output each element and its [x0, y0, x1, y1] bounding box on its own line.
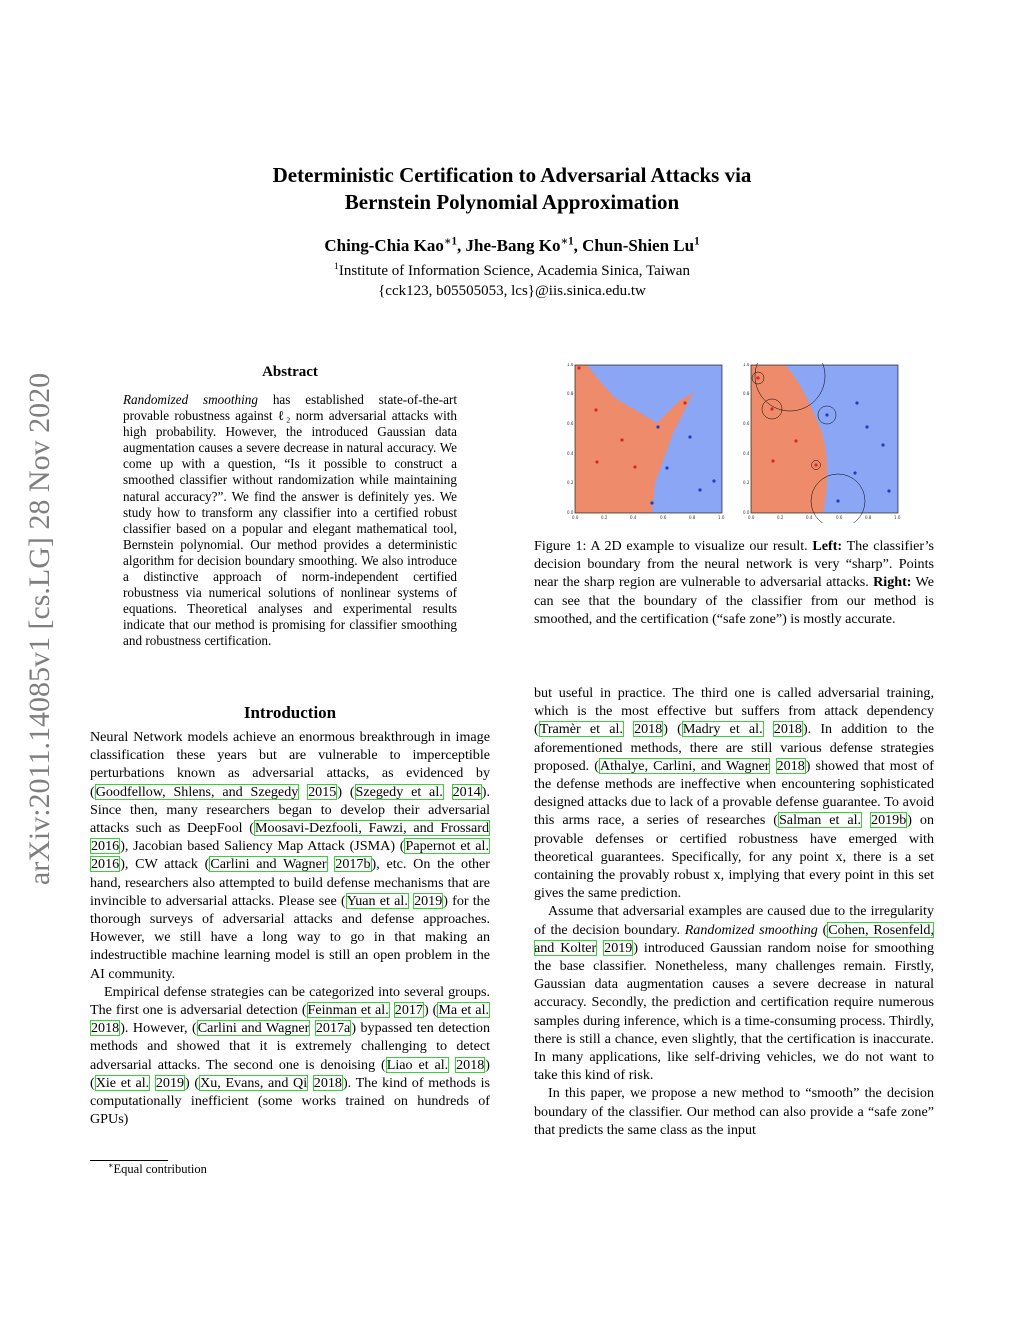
text-run: ). However, ( — [120, 1020, 197, 1037]
text-run: ) ( — [337, 783, 355, 800]
right-column-body — [534, 684, 934, 1139]
class-b-point — [853, 471, 856, 474]
text-run: ) showed that most of the defense methods are ineffective when encountering sophisticated designed attacks due to lack of a provable defense guarantee. To avoid this arms race, a series of researches ( — [534, 757, 934, 829]
text-run: ) introduced Gaussian random noise for smoothing the base classifier. Nonetheless, many challenges remain. Firstly, Gaussian data augmentation causes a severe decrease in natural accuracy. Secondly, the prediction and certification require numerous samples during inference, which is a time-consuming process. Thirdly, there is still a chance, even slightly, that the certification is inaccurate. In many applications, like self-driving vehicles, we do not want to take this kind of risk. — [534, 939, 934, 1084]
citation-link[interactable]: Szegedy et al. — [355, 783, 443, 800]
footnote-rule — [90, 1160, 168, 1161]
citation-link[interactable]: Salman et al. — [778, 812, 862, 829]
x-tick-label: 1.0 — [894, 515, 901, 520]
paper-title — [0, 162, 1024, 216]
y-tick-label: 1.0 — [567, 363, 574, 367]
introduction-heading: Introduction — [243, 703, 337, 722]
citation-link[interactable]: Xie et al. — [95, 1074, 150, 1091]
author-2: Jhe-Bang Ko — [465, 236, 561, 255]
title-line-2: Bernstein Polynomial Approximation — [344, 190, 680, 214]
x-tick-label: 0.8 — [865, 515, 872, 520]
text-run: ) ( — [185, 1074, 200, 1091]
x-tick-label: 0.2 — [777, 515, 784, 520]
x-tick-label: 0.2 — [601, 515, 608, 520]
intro-paragraph-2 — [90, 983, 490, 1129]
class-b-point — [712, 479, 715, 482]
x-tick-label: 0.6 — [660, 515, 667, 520]
footnote-mark: ∗ — [108, 1160, 114, 1170]
intro-paragraph-1 — [90, 728, 490, 983]
citation-link[interactable]: Goodfellow, Shlens, and Szegedy — [95, 783, 299, 800]
y-tick-label: 0.6 — [567, 421, 574, 426]
class-b-point — [825, 413, 828, 416]
citation-link[interactable]: Tramèr et al. — [539, 721, 623, 738]
citation-link[interactable]: Moosavi-Dezfooli, Fawzi, and Frossard — [255, 820, 489, 837]
text-run: The classifier’s decision boundary from the neural network is very “sharp”. Points near the sharp region are vulnerable to adversarial attacks. — [534, 538, 934, 591]
text-run: ) ( — [663, 721, 682, 738]
text-run: A 2D example to visualize our result. — [586, 538, 813, 554]
citation-year-link[interactable]: 2019 — [604, 939, 633, 956]
class-a-point — [794, 439, 797, 442]
text-run: but useful in practice. The third one is called adversarial training, which is the most effective but suffers from attack dependency ( — [534, 685, 934, 738]
text-run: ). The kind of methods is computationally inefficient (some works trained on hundreds of GPUs) — [90, 1074, 490, 1128]
citation-year-link[interactable]: 2019 — [414, 892, 443, 909]
text-run: ) ( — [423, 1002, 438, 1019]
class-a-point — [771, 459, 774, 462]
citation-link[interactable]: Yuan et al. — [346, 892, 408, 909]
x-tick-label: 0.4 — [806, 515, 813, 520]
class-b-point — [665, 466, 668, 469]
class-a-point — [770, 407, 773, 410]
class-b-point — [887, 489, 890, 492]
citation-link[interactable]: Xu, Evans, and Qi — [200, 1074, 308, 1091]
y-tick-label: 0.2 — [743, 480, 750, 485]
citation-year-link[interactable]: 2016 — [91, 856, 120, 873]
class-a-point — [594, 408, 597, 411]
citation-year-link[interactable]: 2018 — [456, 1056, 485, 1073]
citation-link[interactable]: Feinman et al. — [307, 1002, 389, 1019]
class-a-point — [683, 401, 686, 404]
text-run: We can see that the boundary of the classifier from our method is smoothed, and the certification (“safe zone”) is mostly accurate. — [534, 574, 934, 627]
right-paragraph-3: In this paper, we propose a new method to “smooth” the decision boundary of the classifier. Our method can also provide a “safe zone” that predicts the same class as the input — [534, 1085, 934, 1138]
author-3: Chun-Shien Lu — [582, 236, 695, 255]
citation-link[interactable]: Papernot et al. — [405, 838, 489, 855]
author-sep-1: , — [457, 236, 466, 255]
caption-right-label: Right: — [873, 574, 912, 591]
y-tick-label: 0.0 — [567, 510, 574, 515]
citation-year-link[interactable]: 2015 — [308, 783, 337, 800]
text-run: ( — [817, 921, 828, 938]
affiliation — [0, 263, 1024, 280]
citation-year-link[interactable]: 2019b — [871, 812, 907, 829]
citation-year-link[interactable]: 2017a — [315, 1020, 351, 1037]
citation-year-link[interactable]: 2018 — [773, 721, 802, 738]
text-run: ). In addition to the aforementioned methods, there are still various defense strategies proposed. ( — [534, 721, 934, 774]
text-run: Assume that adversarial examples are caused due to the irregularity of the decision boundary. — [534, 903, 934, 938]
class-b-point — [881, 443, 884, 446]
citation-year-link[interactable]: 2014 — [452, 783, 481, 800]
figure-label: Figure 1: — [534, 538, 587, 554]
class-b-point — [865, 425, 868, 428]
abstract-text: has established state-of-the-art provable robustness against ℓ₂ norm adversarial attacks with high probability. However, the introduced Gaussian data augmentation causes a severe decrease in natural accuracy. We come up with a question, “Is it possible to construct a smoothed classifier without randomization while maintaining natural accuracy?”. We find the answer is definitely yes. We study how to transform any classifier into a certified robust classifier based on a popular and elegant mathematical tool, Bernstein polynomial. Our method provides a deterministic algorithm for decision boundary smoothing. We also introduce a distinctive approach of norm-independent certified robustness via numerical solutions of nonlinear systems of equations. Theoretical analyses and experimental results indicate that our method is promising for classifier smoothing and robustness certification. — [123, 392, 457, 649]
author-1-mark: ∗1 — [443, 235, 458, 248]
author-list — [0, 236, 1024, 256]
y-tick-label: 0.4 — [743, 451, 750, 456]
citation-link[interactable]: Carlini and Wagner — [197, 1020, 310, 1037]
y-tick-label: 0.2 — [567, 480, 574, 485]
abstract-body — [123, 392, 457, 650]
author-sep-2: , — [573, 236, 583, 255]
y-tick-label: 0.0 — [743, 510, 750, 515]
citation-link[interactable]: Ma et al. — [438, 1002, 490, 1019]
citation-year-link[interactable]: 2018 — [634, 721, 663, 738]
x-tick-label: 0.0 — [572, 515, 579, 520]
text-run: ), Jacobian based Saliency Map Attack (JSMA) ( — [120, 838, 405, 855]
citation-link[interactable]: Madry et al. — [682, 721, 763, 738]
text-run: ) ( — [90, 1056, 490, 1091]
text-run: ). Since then, many researchers began to develop their adversarial attacks such as DeepFool ( — [90, 783, 490, 837]
text-run: Empirical defense strategies can be categorized into several groups. The first one is adversarial detection ( — [90, 983, 490, 1019]
class-a-point — [756, 376, 759, 379]
citation-link[interactable]: Athalye, Carlini, and Wagner — [599, 757, 770, 774]
citation-year-link[interactable]: 2018 — [776, 757, 805, 774]
author-3-mark: 1 — [694, 235, 700, 248]
arxiv-sidebar-id: arXiv:2011.14085v1 [cs.LG] 28 Nov 2020 — [23, 372, 56, 886]
left-panel — [567, 363, 725, 520]
footnote — [108, 1162, 207, 1177]
citation-year-link[interactable]: 2018 — [91, 1020, 120, 1037]
citation-link[interactable]: Liao et al. — [386, 1056, 449, 1073]
right-paragraph-1 — [534, 684, 934, 902]
class-a-point — [814, 463, 817, 466]
y-tick-label: 1.0 — [743, 363, 750, 367]
x-tick-label: 0.0 — [748, 515, 755, 520]
caption-left-label: Left: — [812, 538, 843, 554]
figure-decision-boundaries — [567, 363, 922, 523]
class-b-point — [698, 488, 701, 491]
emphasis: Randomized smoothing — [684, 921, 818, 938]
y-tick-label: 0.8 — [743, 391, 750, 396]
class-b-point — [656, 425, 659, 428]
y-tick-label: 0.8 — [567, 391, 574, 396]
x-tick-label: 0.6 — [836, 515, 843, 520]
text-run: ), CW attack ( — [120, 856, 210, 873]
citation-link[interactable]: Carlini and Wagner — [210, 856, 327, 873]
author-1: Ching-Chia Kao — [324, 236, 444, 255]
citation-year-link[interactable]: 2017 — [394, 1002, 423, 1019]
x-tick-label: 1.0 — [718, 515, 725, 520]
right-paragraph-2 — [534, 902, 934, 1084]
x-tick-label: 0.8 — [689, 515, 696, 520]
citation-year-link[interactable]: 2017b — [335, 856, 371, 873]
figure-caption — [534, 537, 934, 628]
right-panel — [743, 363, 901, 523]
author-emails: {cck123, b05505053, lcs}@iis.sinica.edu.tw — [378, 283, 646, 299]
class-a-point — [595, 460, 598, 463]
text-run: ) bypassed ten detection methods and showed that it is extremely challenging to detect adversarial attacks. The second one is denoising ( — [90, 1020, 490, 1073]
text-run: Neural Network models achieve an enormous breakthrough in image classification these years but are vulnerable to imperceptible perturbations known as adversarial attacks, as evidenced by ( — [90, 729, 490, 800]
citation-year-link[interactable]: 2016 — [91, 838, 120, 855]
abstract-heading: Abstract — [262, 364, 318, 380]
class-b-point — [650, 501, 653, 504]
affiliation-text: Institute of Information Science, Academia Sinica, Taiwan — [338, 263, 690, 279]
title-line-1: Deterministic Certification to Adversarial Attacks via — [272, 163, 752, 187]
text-run: ) for the thorough surveys of adversarial attacks and defense approaches. However, we still have a long way to go in that making an indestructible machine learning model is still an open problem in the AI community. — [90, 892, 490, 982]
class-a-point — [577, 366, 580, 369]
class-a-point — [633, 465, 636, 468]
citation-link[interactable]: Cohen, Rosenfeld, and Kolter — [534, 921, 935, 956]
class-a-point — [620, 438, 623, 441]
citation-year-link[interactable]: 2019 — [155, 1074, 185, 1091]
text-run: ) on provable defenses or certified robustness have emerged with theoretical guarantees. Specifically, for any point x, there is a set containing the provably robust x, implying that every point in this set gives the same prediction. — [534, 812, 935, 902]
y-tick-label: 0.4 — [567, 451, 574, 456]
abstract-lead: Randomized smoothing — [123, 392, 258, 407]
affiliation-mark: 1 — [334, 261, 339, 272]
y-tick-label: 0.6 — [743, 421, 750, 426]
class-b-point — [836, 499, 839, 502]
footnote-text: Equal contribution — [113, 1162, 207, 1176]
left-column-body — [90, 728, 490, 1128]
class-b-point — [855, 401, 858, 404]
x-tick-label: 0.4 — [630, 515, 637, 520]
citation-year-link[interactable]: 2018 — [313, 1074, 342, 1091]
text-run: ), etc. On the other hand, researchers also attempted to build defense mechanisms that are invincible to adversarial attacks. Please see ( — [90, 856, 490, 909]
class-b-point — [688, 435, 691, 438]
author-2-mark: ∗1 — [560, 235, 574, 248]
